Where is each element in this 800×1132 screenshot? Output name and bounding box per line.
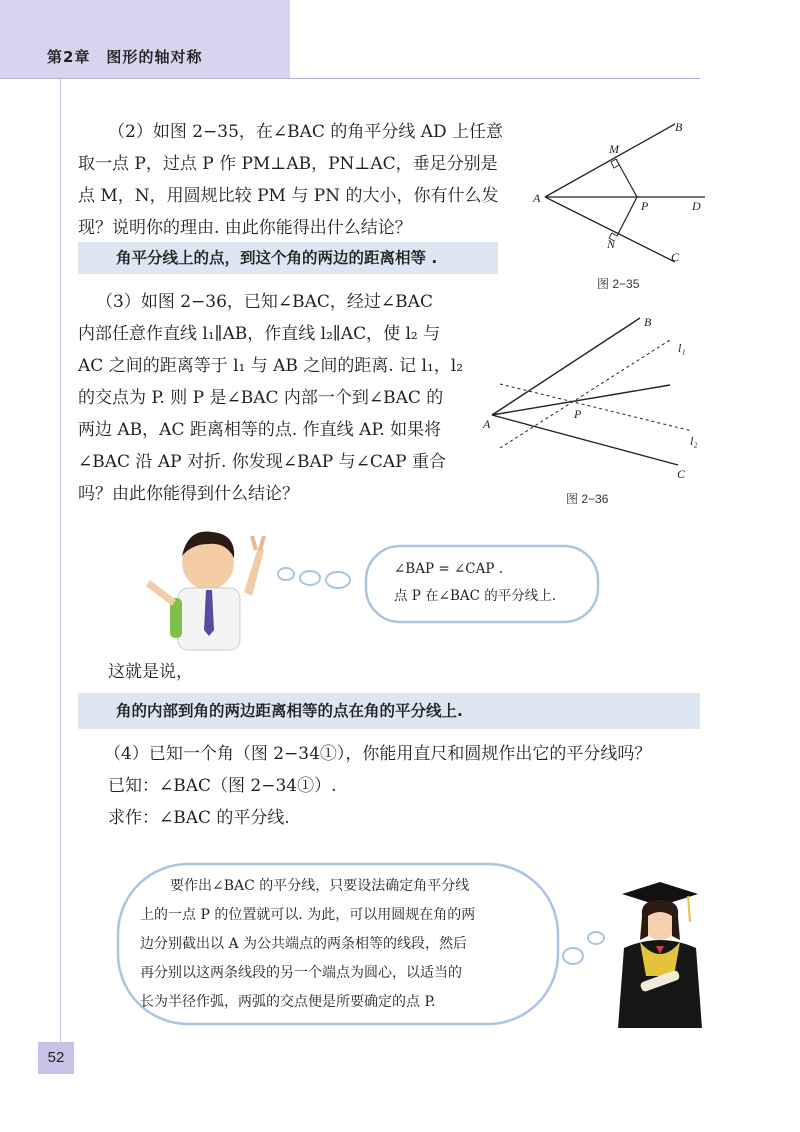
label-l2: l₂	[690, 434, 698, 448]
text-line: 现？说明你的理由. 由此你能得出什么结论？	[78, 218, 412, 238]
segment-pm	[616, 159, 637, 197]
label-a: A	[533, 191, 541, 205]
text-line: 内部任意作直线 l₁∥AB，作直线 l₂∥AC，使 l₂ 与	[78, 324, 441, 344]
ray-ab	[545, 124, 675, 197]
bubble-line: 再分别以这两条线段的另一个端点为圆心，以适当的	[140, 965, 462, 981]
text-line: 求作：∠BAC 的平分线.	[108, 808, 290, 828]
bubble-line: 边分别截出以 A 为公共端点的两条相等的线段，然后	[140, 936, 468, 952]
figure-2-36-caption: 图 2−36	[566, 492, 609, 506]
part2-paragraph	[78, 116, 528, 244]
ray-ac	[492, 415, 678, 465]
bubble-line: 长为半径作弧，两弧的交点便是所要确定的点 P.	[140, 994, 436, 1010]
text-line: 吗？由此你能得到什么结论？	[78, 484, 299, 504]
bubble-1-text	[394, 556, 556, 610]
right-angle-mark-m	[611, 159, 619, 168]
label-b: B	[675, 120, 683, 134]
bubble-dot	[300, 571, 320, 585]
bubble-dot	[326, 572, 350, 588]
ray-ac	[545, 197, 675, 262]
bubble-line: 上的一点 P 的位置就可以. 为此，可以用圆规在角的两	[140, 907, 476, 923]
label-a: A	[483, 417, 491, 431]
part4-paragraph	[104, 738, 708, 834]
text-line: ∠BAC 沿 AP 对折. 你发现∠BAP 与∠CAP 重合	[78, 452, 446, 472]
boy-illustration	[140, 520, 280, 660]
segment-pn	[617, 197, 637, 236]
bubble-2-text	[140, 872, 520, 1017]
label-d: D	[692, 199, 701, 213]
label-c: C	[671, 250, 680, 264]
page-number: 52	[38, 1042, 74, 1074]
cloud-dot	[588, 932, 604, 944]
figure-2-35-caption: 图 2−35	[597, 277, 640, 291]
label-c: C	[677, 467, 686, 481]
label-l1: l₁	[678, 341, 686, 355]
label-n: N	[607, 237, 616, 251]
conclusion-text-2: 角的内部到角的两边距离相等的点在角的平分线上.	[116, 702, 463, 720]
label-p: P	[641, 199, 649, 213]
figure-2-35	[525, 112, 715, 272]
label-b: B	[644, 315, 652, 329]
conclusion-box-1	[78, 242, 498, 274]
text-line: 的交点为 P. 则 P 是∠BAC 内部一个到∠BAC 的	[78, 388, 444, 408]
line-l1	[500, 340, 670, 448]
label-p: P	[574, 407, 582, 421]
text-line: 点 M，N，用圆规比较 PM 与 PN 的大小，你有什么发	[78, 186, 499, 206]
bubble-line: 要作出∠BAC 的平分线，只要设法确定角平分线	[170, 878, 470, 894]
graduate-illustration	[610, 876, 710, 1032]
text-line: 取一点 P，过点 P 作 PM⊥AB，PN⊥AC，垂足分别是	[78, 154, 498, 174]
boy-arm	[244, 548, 264, 596]
bubble-dot	[278, 568, 294, 580]
text-line: （4）已知一个角（图 2−34①），你能用直尺和圆规作出它的平分线吗？	[104, 744, 652, 764]
text-line: （3）如图 2−36，已知∠BAC，经过∠BAC	[96, 292, 433, 312]
text-line: 已知：∠BAC（图 2−34①）.	[108, 776, 337, 796]
header-divider	[0, 78, 700, 79]
figure-2-36	[480, 310, 710, 488]
cap-tassel	[688, 896, 690, 922]
text-line: AC 之间的距离等于 l₁ 与 AB 之间的距离. 记 l₁，l₂	[78, 356, 464, 376]
part3-paragraph	[78, 286, 488, 510]
text-line: （2）如图 2−35，在∠BAC 的角平分线 AD 上任意	[108, 122, 504, 142]
chapter-title: 第2章 图形的轴对称	[47, 48, 203, 66]
cloud-dot	[563, 948, 583, 964]
that-is-text: 这就是说，	[108, 662, 193, 682]
text-line: 两边 AB，AC 距离相等的点. 作直线 AP. 如果将	[78, 420, 442, 440]
bubble-line: 点 P 在∠BAC 的平分线上.	[394, 588, 557, 604]
conclusion-box-2	[78, 693, 700, 729]
boy-left-arm	[146, 580, 176, 606]
conclusion-text-1: 角平分线上的点，到这个角的两边的距离相等 .	[116, 249, 438, 267]
bubble-line: ∠BAP = ∠CAP .	[394, 561, 504, 577]
label-m: M	[609, 142, 619, 156]
boy-fingers	[252, 536, 264, 550]
margin-rule	[60, 79, 61, 1042]
